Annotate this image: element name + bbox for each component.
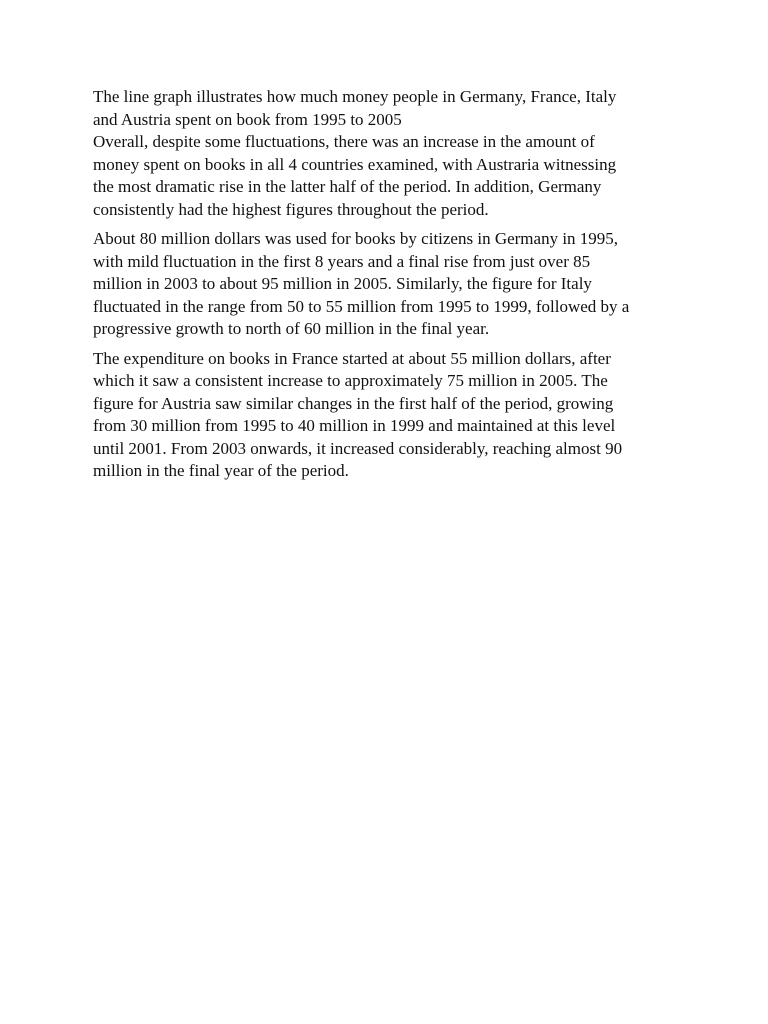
paragraph-germany-italy — [93, 228, 683, 341]
text-line: Overall, despite some fluctuations, there was an increase in the amount of — [93, 132, 595, 151]
text-line: About 80 million dollars was used for books by citizens in Germany in 1995, — [93, 229, 619, 248]
text-line: until 2001. From 2003 onwards, it increased considerably, reaching almost 90 — [93, 438, 623, 458]
text-line: with mild fluctuation in the first 8 years and a final rise from just over 85 — [93, 251, 591, 271]
text-line: fluctuated in the range from 50 to 55 million from 1995 to 1999, followed by a — [93, 296, 630, 316]
text-line: money spent on books in all 4 countries examined, with Austraria witnessing — [93, 154, 617, 174]
text-line: and Austria spent on book from 1995 to 2005 — [93, 109, 402, 129]
text-line: million in the final year of the period. — [93, 461, 349, 480]
paragraph-france-austria — [93, 348, 683, 483]
text-line: The expenditure on books in France started at about 55 million dollars, after — [93, 348, 611, 368]
text-line: figure for Austria saw similar changes in the first half of the period, growing — [93, 393, 614, 413]
text-line: million in 2003 to about 95 million in 2005. Similarly, the figure for Italy — [93, 274, 592, 293]
text-line: progressive growth to north of 60 million in the final year. — [93, 319, 490, 338]
text-line: which it saw a consistent increase to approximately 75 million in 2005. The — [93, 371, 608, 390]
text-line: the most dramatic rise in the latter half of the period. In addition, Germany — [93, 177, 602, 196]
text-line: The line graph illustrates how much money people in Germany, France, Italy — [93, 87, 617, 106]
paragraph-overview — [93, 86, 683, 221]
text-line: from 30 million from 1995 to 40 million in 1999 and maintained at this level — [93, 416, 616, 435]
document-body — [93, 86, 683, 490]
text-line: consistently had the highest figures throughout the period. — [93, 199, 489, 219]
